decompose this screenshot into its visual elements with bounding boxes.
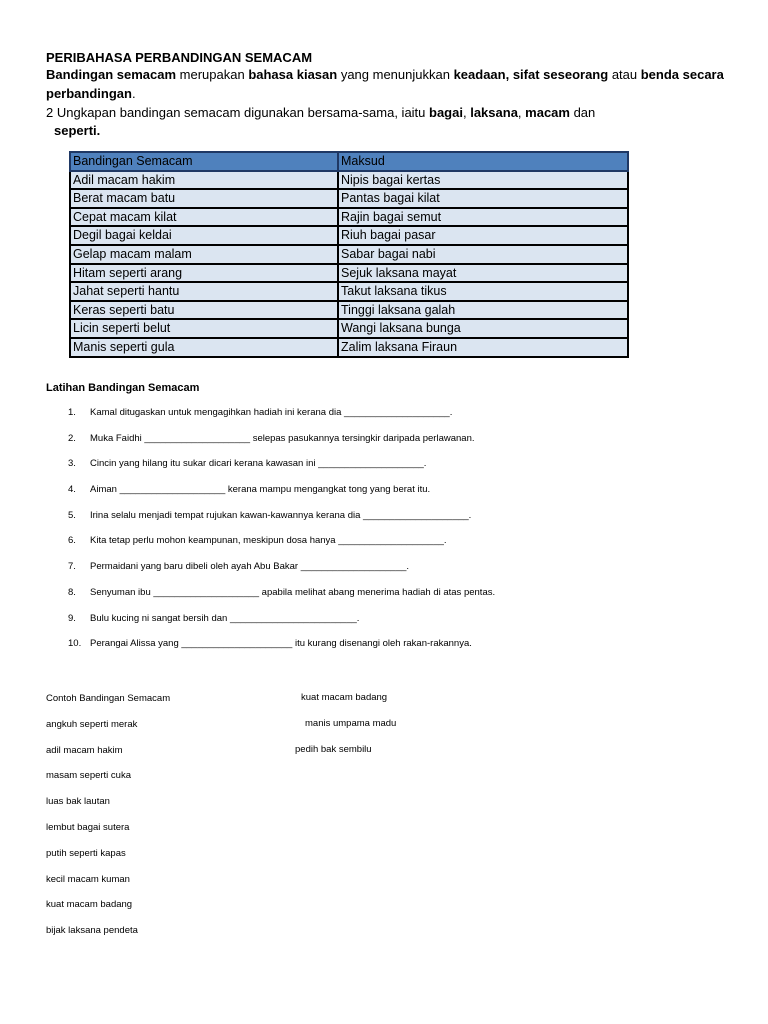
intro-bold-term: bahasa kiasan [248,67,338,82]
question-number: 10. [68,638,82,650]
table-cell: Sabar bagai nabi [338,245,628,264]
table-row [70,189,628,208]
bandingan-table [69,151,629,358]
question-number: 7. [68,561,76,573]
table-row [70,245,628,264]
table-row [70,301,628,320]
table-cell: Takut laksana tikus [338,282,628,301]
question-number: 1. [68,407,76,418]
question-text: Cincin yang hilang itu sukar dicari kerana kawasan ini ____________________. [90,458,427,470]
table-row [70,338,628,357]
table-cell: Wangi laksana bunga [338,319,628,338]
table-cell: Licin seperti belut [70,319,338,338]
intro-line-3 [54,122,100,141]
question-text: Irina selalu menjadi tempat rujukan kawan-kawannya kerana dia ____________________. [90,509,472,521]
contoh-list-left [46,692,170,950]
contoh-item: kuat macam badang [46,899,133,911]
intro-text: . [96,123,101,138]
question-text: Aiman ____________________ kerana mampu mengangkat tong yang berat itu. [90,484,431,496]
question-number: 2. [68,432,76,444]
table-row [70,319,628,338]
table-cell: Keras seperti batu [70,301,338,320]
question-text: Senyuman ibu ____________________ apabila melihat abang menerima hadiah di atas pentas. [90,586,496,598]
question-number: 8. [68,586,76,598]
table-cell: Gelap macam malam [70,245,338,264]
contoh-item: lembut bagai sutera [46,821,130,833]
intro-text: , [517,105,526,120]
column-header: Maksud [338,152,628,171]
table-row [70,226,628,245]
column-header: Bandingan Semacam [70,152,338,171]
question-number: 3. [68,458,76,470]
table-cell: Nipis bagai kertas [338,171,628,190]
contoh-item: pedih bak sembilu [295,744,372,755]
intro-text: atau [608,67,641,82]
contoh-item: kecil macam kuman [46,873,130,885]
question-text: Perangai Alissa yang _____________________ itu kurang disenangi oleh rakan-rakannya. [90,638,472,650]
table-row [70,208,628,227]
intro-bold-term: bagai [429,105,463,120]
table-cell: Jahat seperti hantu [70,282,338,301]
intro-text: yang menunjukkan [337,67,454,82]
question-text: Kamal ditugaskan untuk mengagihkan hadiah ini kerana dia ____________________. [90,407,453,418]
intro-paragraph [46,66,736,103]
page-title: PERIBAHASA PERBANDINGAN SEMACAM [46,50,313,65]
intro-bold-term: Bandingan semacam [46,67,177,82]
intro-line-2 [46,104,595,123]
contoh-item: luas bak lautan [46,796,110,808]
question-text: Bulu kucing ni sangat bersih dan ________________________. [90,612,360,624]
table-row [70,264,628,283]
intro-text: 2 Ungkapan bandingan semacam digunakan bersama-sama, iaitu [46,105,430,120]
question-text: Muka Faidhi ____________________ selepas pasukannya tersingkir daripada perlawanan. [90,432,475,444]
table-cell: Riuh bagai pasar [338,226,628,245]
intro-bold-term: seperti [54,123,97,138]
intro-bold-term: benda secara perbandingan [46,67,724,101]
table-cell: Pantas bagai kilat [338,189,628,208]
intro-bold-term: macam [525,105,570,120]
table-cell: Zalim laksana Firaun [338,338,628,357]
intro-text: merupakan [176,67,249,82]
contoh-item: adil macam hakim [46,744,123,756]
table-cell: Adil macam hakim [70,171,338,190]
table-cell: Rajin bagai semut [338,208,628,227]
table-cell: Sejuk laksana mayat [338,264,628,283]
table-cell: Berat macam batu [70,189,338,208]
intro-bold-term: laksana [470,105,518,120]
contoh-item: manis umpama madu [305,718,397,729]
intro-bold-term: keadaan, sifat seseorang [453,67,609,82]
question-number: 6. [68,535,76,547]
intro-text: , [462,105,471,120]
question-number: 5. [68,509,76,521]
table-cell: Tinggi laksana galah [338,301,628,320]
question-number: 9. [68,612,76,624]
contoh-item: putih seperti kapas [46,847,126,859]
contoh-item: masam seperti cuka [46,770,132,782]
question-text: Permaidani yang baru dibeli oleh ayah Abu Bakar ____________________. [90,561,410,573]
table-row [70,282,628,301]
contoh-item: angkuh seperti merak [46,718,138,730]
table-cell: Cepat macam kilat [70,208,338,227]
intro-text: . [131,85,136,101]
contoh-item: bijak laksana pendeta [46,925,138,937]
table-row [70,171,628,190]
contoh-item: kuat macam badang [301,692,388,703]
table-cell: Hitam seperti arang [70,264,338,283]
table-cell: Degil bagai keldai [70,226,338,245]
question-text: Kita tetap perlu mohon keampunan, meskipun dosa hanya ____________________. [90,535,447,547]
latihan-title: Latihan Bandingan Semacam [46,382,200,394]
table-cell: Manis seperti gula [70,338,338,357]
question-number: 4. [68,484,76,496]
table-header-row [70,152,628,171]
contoh-title: Contoh Bandingan Semacam [46,693,171,704]
intro-text: dan [569,105,596,120]
